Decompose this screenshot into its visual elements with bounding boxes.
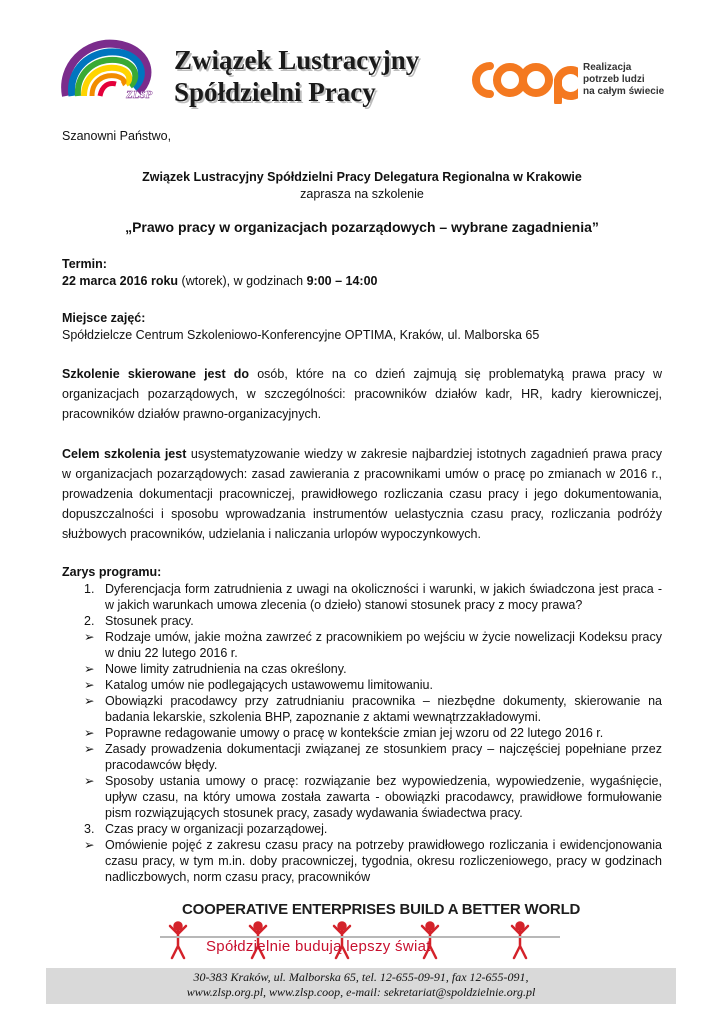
term-section <box>62 256 662 290</box>
program-item <box>84 773 662 821</box>
program-item-text: Poprawne redagowanie umowy o pracę w kontekście zmian jej wzoru od 22 lutego 2016 r. <box>105 726 604 740</box>
banner-english-slogan: COOPERATIVE ENTERPRISES BUILD A BETTER WORLD <box>182 901 581 918</box>
org-title-line1: Związek Lustracyjny <box>174 45 420 75</box>
org-title <box>174 44 419 108</box>
program-item <box>84 629 662 661</box>
program-item-marker: 3. <box>84 822 95 836</box>
program-label: Zarys programu: <box>62 565 162 579</box>
coop-logo-icon <box>466 56 578 104</box>
program-item <box>84 677 662 693</box>
program-item-marker: ➢ <box>84 694 95 708</box>
coop-tagline-line2: potrzeb ludzi <box>583 74 645 85</box>
program-item <box>84 661 662 677</box>
zlsp-logo-icon <box>56 36 168 108</box>
goal-paragraph <box>62 444 662 544</box>
inviting-organization: Związek Lustracyjny Spółdzielni Pracy Delegatura Regionalna w Krakowie <box>142 170 582 184</box>
footer-line1: 30-383 Kraków, ul. Malborska 65, tel. 12-655-09-91, fax 12-655-091, <box>193 970 529 984</box>
program-item <box>84 821 662 837</box>
banner-polish-slogan: Spółdzielnie budują lepszy świat <box>206 938 431 955</box>
term-date: 22 marca 2016 roku <box>62 274 179 288</box>
zlsp-logo-text: ZLSP <box>126 89 153 101</box>
program-item-text: Sposoby ustania umowy o pracę: rozwiązanie bez wypowiedzenia, wypowiedzenie, wygaśnięcie, upływ czasu, na który umowa została zawarta - obowiązki pracodawcy, prawidłowe formułowanie pism rozwiązujących stosunek pracy, zasady wydawania świadectwa pracy. <box>105 774 662 820</box>
program-item-text: Czas pracy w organizacji pozarządowej. <box>105 822 328 836</box>
program-item <box>84 581 662 613</box>
program-item-text: Rodzaje umów, jakie można zawrzeć z pracownikiem po wejściu w życie nowelizacji Kodeksu pracy w dniu 22 lutego 2016 r. <box>105 630 662 660</box>
program-item-marker: ➢ <box>84 630 95 644</box>
training-title: „Prawo pracy w organizacjach pozarządowych – wybrane zagadnienia” <box>125 219 599 235</box>
program-item-text: Omówienie pojęć z zakresu czasu pracy na potrzeby prawidłowego rozliczania i ewidencjonowania czasu pracy, w tym m.in. doby pracowniczej, tygodnia, okresu rozliczeniowego, pracy w godzinach nadliczbowych, norm czasu pracy, pracowników <box>105 838 662 884</box>
program-item-text: Zasady prowadzenia dokumentacji związanej ze stosunkiem pracy – najczęściej popełniane przez pracodawców błędy. <box>105 742 662 772</box>
coop-logo-text: coop <box>466 56 469 57</box>
term-hours: 9:00 – 14:00 <box>306 274 378 288</box>
salutation: Szanowni Państwo, <box>62 129 172 143</box>
coop-tagline-line1: Realizacja <box>583 62 632 73</box>
program-list <box>62 581 662 885</box>
audience-lead: Szkolenie skierowane jest do <box>62 367 250 381</box>
goal-text: usystematyzowanie wiedzy w zakresie najbardziej istotnych zagadnień prawa pracy w organizacjach pozarządowych: zasad zawierania z pracownikami umów o pracę po zmianach w 2016 r., prowadzenia dokumentacji pracowniczej, prawidłowego rozliczania czasu pracy i jego dokumentowania, dopuszczalności i sposobu wprowadzania instrumentów uelastycznia czasu pracy, rozliczania podróży służbowych pracowników, udzielania i naliczania urlopów wypoczynkowych. <box>62 447 662 541</box>
term-line <box>62 273 662 290</box>
place-section <box>62 310 662 344</box>
program-item-marker: ➢ <box>84 726 95 740</box>
program-item-marker: ➢ <box>84 742 95 756</box>
coop-tagline-line3: na całym świecie <box>583 86 665 97</box>
program-item <box>84 693 662 725</box>
letter-body <box>62 128 662 885</box>
program-item <box>84 725 662 741</box>
program-item-text: Stosunek pracy. <box>105 614 194 628</box>
program-item <box>84 741 662 773</box>
program-item-marker: ➢ <box>84 838 95 852</box>
program-item-marker: 1. <box>84 582 95 596</box>
coop-tagline <box>583 62 664 98</box>
term-label: Termin: <box>62 257 107 271</box>
program-item-text: Dyferencjacja form zatrudnienia z uwagi na okoliczności i warunki, w jakich świadczona jest praca - w jakich warunkach umowa zlecenia (o dzieło) stanowi stosunek pracy z mocy prawa? <box>105 582 662 612</box>
program-item-marker: ➢ <box>84 662 95 676</box>
org-title-line2: Spółdzielni Pracy <box>174 77 376 107</box>
program-item-marker: 2. <box>84 614 95 628</box>
program-item-text: Nowe limity zatrudnienia na czas określony. <box>105 662 347 676</box>
program-item-text: Katalog umów nie podlegających ustawowemu limitowaniu. <box>105 678 433 692</box>
term-day: (wtorek), w godzinach <box>178 274 307 288</box>
program-item-marker: ➢ <box>84 774 95 788</box>
program-item <box>84 837 662 885</box>
program-item-marker: ➢ <box>84 678 95 692</box>
program-item-text: Obowiązki pracodawcy przy zatrudnianiu pracownika – niezbędne dokumenty, skierowanie na badania lekarskie, szkolenia BHP, zapoznanie z aktami wewnątrzzakładowymi. <box>105 694 662 724</box>
footer-line2: www.zlsp.org.pl, www.zlsp.coop, e-mail: sekretariat@spoldzielnie.org.pl <box>186 985 536 999</box>
place-value: Spółdzielcze Centrum Szkoleniowo-Konferencyjne OPTIMA, Kraków, ul. Malborska 65 <box>62 328 540 342</box>
footer-address <box>46 968 676 1004</box>
audience-text: osób, które na co dzień zajmują się problematyką prawa pracy w organizacjach pozarządowych, w szczególności: pracowników działów kadr, HR, kadry kierowniczej, pracowników działów prawno-organizacyjnych. <box>62 367 662 421</box>
place-label: Miejsce zajęć: <box>62 311 146 325</box>
goal-lead: Celem szkolenia jest <box>62 447 187 461</box>
program-item <box>84 613 662 629</box>
audience-paragraph <box>62 364 662 424</box>
invitation-text: zaprasza na szkolenie <box>300 187 424 201</box>
